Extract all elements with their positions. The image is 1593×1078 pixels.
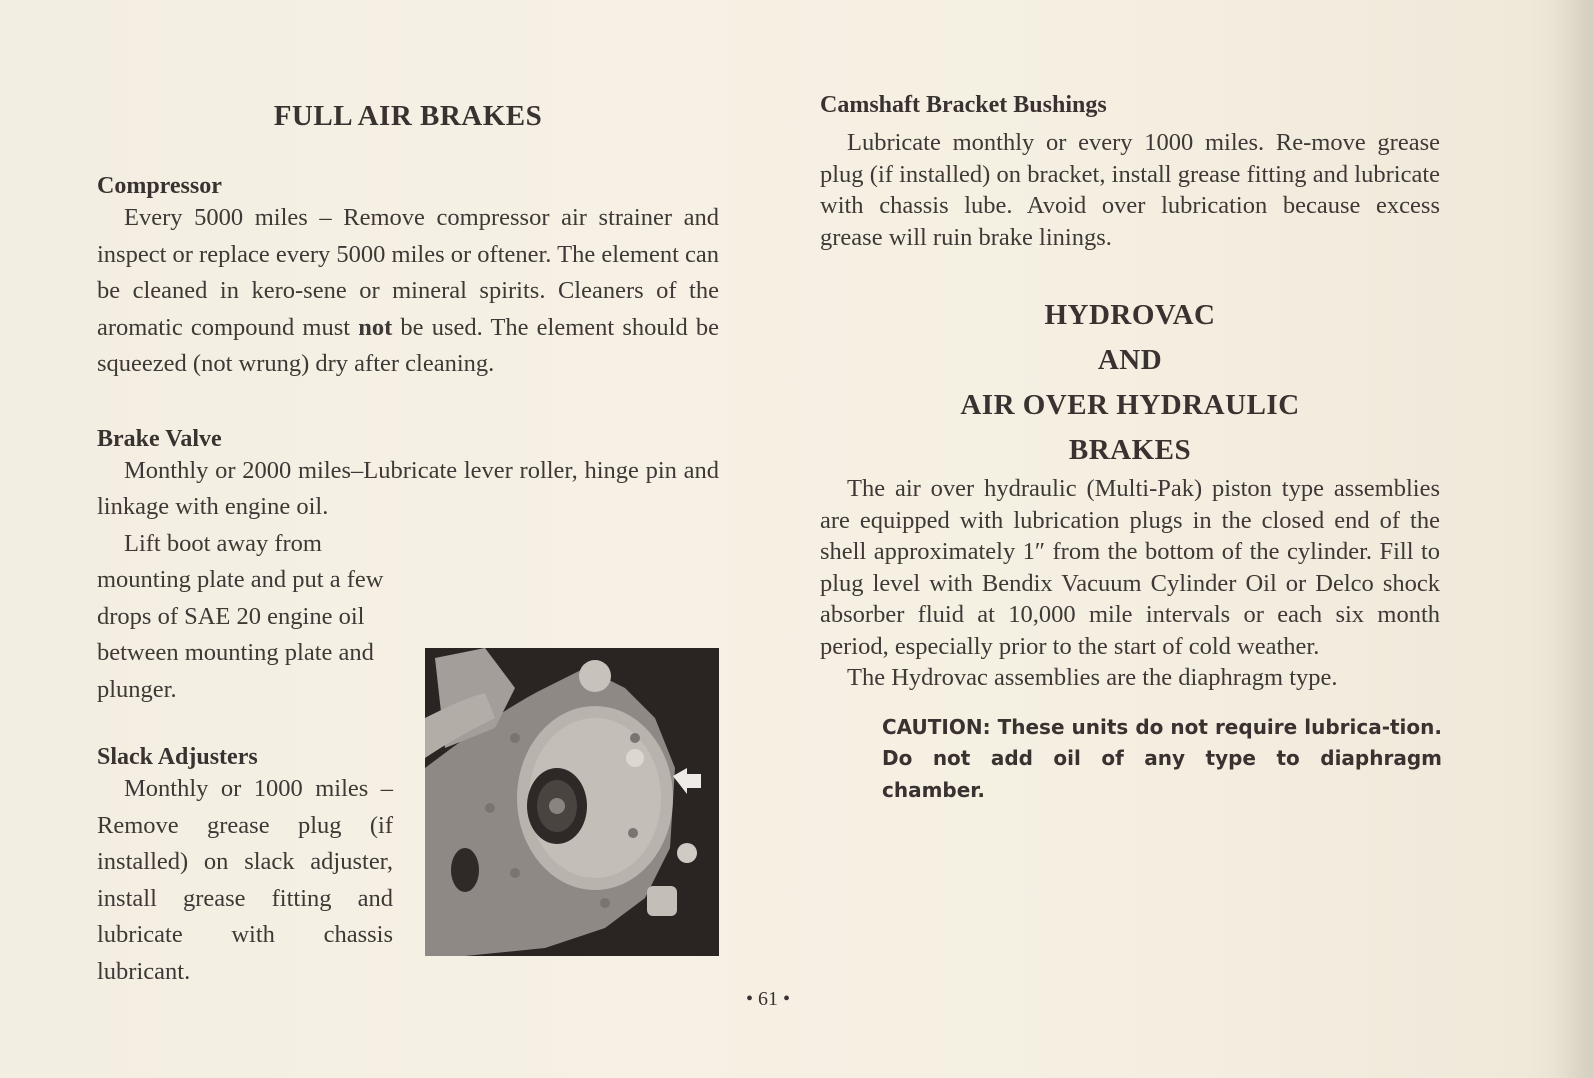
subheading-slack-adjusters: Slack Adjusters	[97, 744, 258, 770]
caution-note: CAUTION: These units do not require lubrica-tion. Do not add oil of any type to diaphragm chamber.	[882, 714, 1442, 802]
emphasis-not: not	[358, 313, 393, 341]
page-edge-shadow	[1553, 0, 1593, 1078]
left-column	[97, 96, 719, 990]
paragraph-camshaft-bracket-bushings: Lubricate monthly or every 1000 miles. Re-move grease plug (if installed) on bracket, install grease fitting and lubricate with chassis lube. Avoid over lubrication because excess grease will ruin brake linings.	[820, 129, 1440, 251]
section-title-full-air-brakes: FULL AIR BRAKES	[273, 100, 543, 132]
paragraph-multi-pak: The air over hydraulic (Multi-Pak) piston type assemblies are equipped with lubrication plugs in the closed end of the shell approximately 1″ from the bottom of the cylinder. Fill to plug level with Bendix Vacuum Cylinder Oil or Delco shock absorber fluid at 10,000 mile intervals or each six month period, especially prior to the start of cold weather.	[820, 475, 1440, 660]
title-line-and: AND	[1097, 344, 1163, 376]
paragraph-compressor	[97, 200, 719, 383]
paragraph-brake-valve-1: Monthly or 2000 miles–Lubricate lever roller, hinge pin and linkage with engine oil.	[97, 456, 719, 520]
subheading-brake-valve: Brake Valve	[97, 425, 222, 452]
page-number: • 61 •	[745, 988, 790, 1010]
subheading-camshaft-bracket-bushings: Camshaft Bracket Bushings	[820, 92, 1107, 118]
title-line-air-over-hydraulic: AIR OVER HYDRAULIC	[960, 389, 1300, 421]
paragraph-hydrovac-type: The Hydrovac assemblies are the diaphragm type.	[847, 664, 1338, 691]
slack-adjusters-body	[97, 771, 393, 990]
subheading-compressor: Compressor	[97, 173, 222, 199]
slack-adjuster-illustration	[425, 648, 719, 956]
title-line-hydrovac: HYDROVAC	[1044, 299, 1216, 331]
paragraph-slack-adjusters: Monthly or 1000 miles – Remove grease plug (if installed) on slack adjuster, install grease fitting and lubricate with chassis lubricant.	[97, 775, 393, 985]
paragraph-brake-valve-2: Lift boot away from mounting plate and put a few drops of SAE 20 engine oil between mounting plate and plunger.	[97, 529, 384, 703]
hydrovac-title-block	[820, 293, 1440, 473]
right-column	[820, 92, 1440, 806]
compressor-text-part2: be used. The element should be squeezed (not wrung) dry after cleaning.	[97, 313, 719, 377]
compressor-text-part1: Every 5000 miles – Remove compressor air strainer and inspect or replace every 5000 miles or oftener. The element can be cleaned in kero-sene or mineral spirits. Cleaners of the aromatic compound must	[97, 204, 719, 341]
slack-adjuster-photo	[425, 648, 719, 956]
title-line-brakes: BRAKES	[1068, 434, 1192, 466]
